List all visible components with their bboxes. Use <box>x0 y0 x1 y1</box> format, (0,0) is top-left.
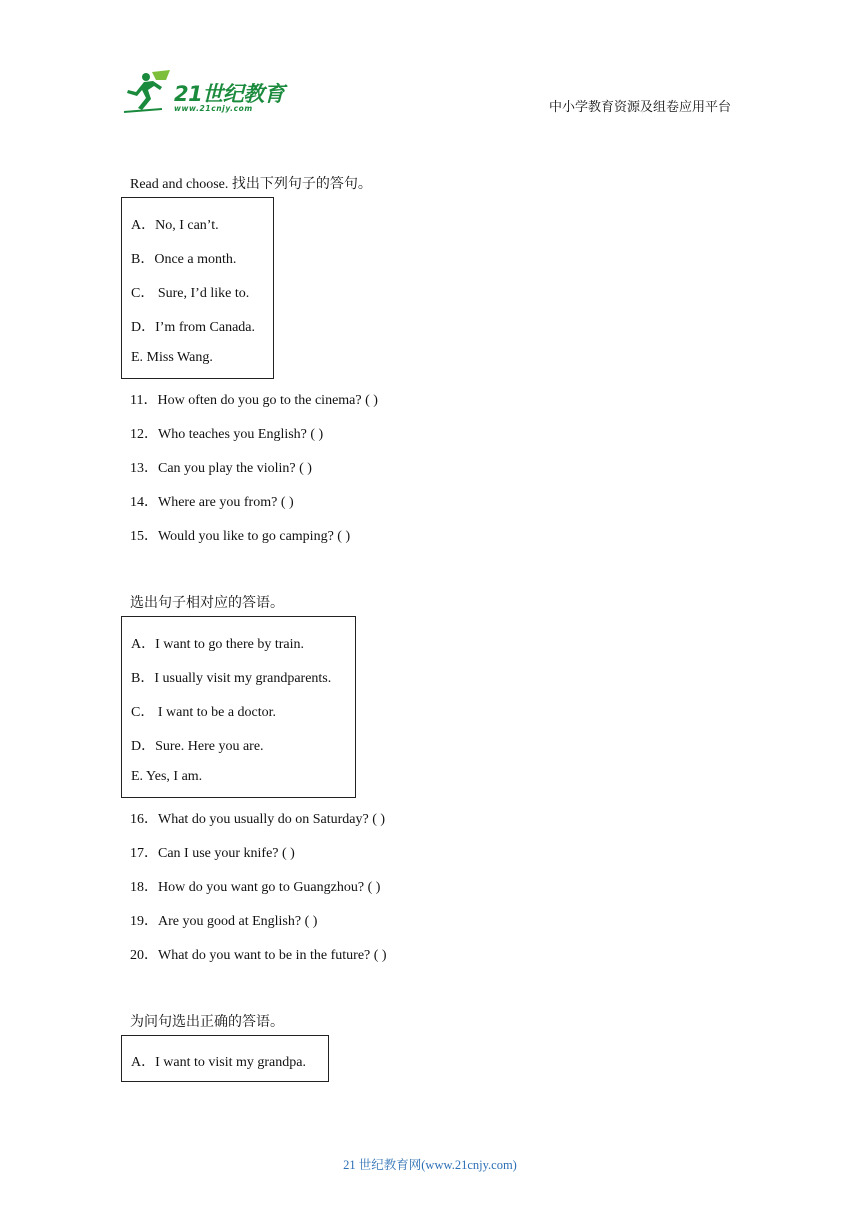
question-17: 17．Can I use your knife? ( ) <box>130 846 295 861</box>
platform-label: 中小学教育资源及组卷应用平台 <box>549 99 732 114</box>
section-3-title: 为问句选出正确的答语。 <box>130 1015 284 1030</box>
option-e: E. Miss Wang. <box>131 350 213 365</box>
option-a: A．I want to visit my grandpa. <box>131 1055 306 1070</box>
logo <box>122 68 292 116</box>
option-d: D．Sure. Here you are. <box>131 739 264 754</box>
section-2-options-box <box>121 616 356 798</box>
question-18: 18．How do you want go to Guangzhou? ( ) <box>130 880 381 895</box>
option-c: C． Sure, I’d like to. <box>131 286 250 301</box>
section-2-title: 选出句子相对应的答语。 <box>130 596 284 611</box>
footer-link[interactable]: 21 世纪教育网(www.21cnjy.com) <box>343 1158 517 1172</box>
question-11: 11．How often do you go to the cinema? ( ) <box>130 393 378 408</box>
option-c: C． I want to be a doctor. <box>131 705 277 720</box>
question-14: 14．Where are you from? ( ) <box>130 495 294 510</box>
question-15: 15．Would you like to go camping? ( ) <box>130 529 351 544</box>
logo-url: www.21cnjy.com <box>174 104 253 113</box>
runner-icon <box>122 68 174 114</box>
question-20: 20．What do you want to be in the future? ( ) <box>130 948 387 963</box>
section-1-title: Read and choose. 找出下列句子的答句。 <box>130 177 372 192</box>
option-a: A．No, I can’t. <box>131 218 219 233</box>
section-1-options-box <box>121 197 274 379</box>
question-12: 12．Who teaches you English? ( ) <box>130 427 324 442</box>
option-d: D．I’m from Canada. <box>131 320 256 335</box>
question-16: 16．What do you usually do on Saturday? ( ) <box>130 812 386 827</box>
logo-text: 21世纪教育 <box>174 82 285 106</box>
question-13: 13．Can you play the violin? ( ) <box>130 461 312 476</box>
section-3-options-box <box>121 1035 329 1082</box>
option-b: B．Once a month. <box>131 252 237 267</box>
option-b: B．I usually visit my grandparents. <box>131 671 332 686</box>
option-e: E. Yes, I am. <box>131 769 203 784</box>
option-a: A．I want to go there by train. <box>131 637 305 652</box>
question-19: 19．Are you good at English? ( ) <box>130 914 318 929</box>
